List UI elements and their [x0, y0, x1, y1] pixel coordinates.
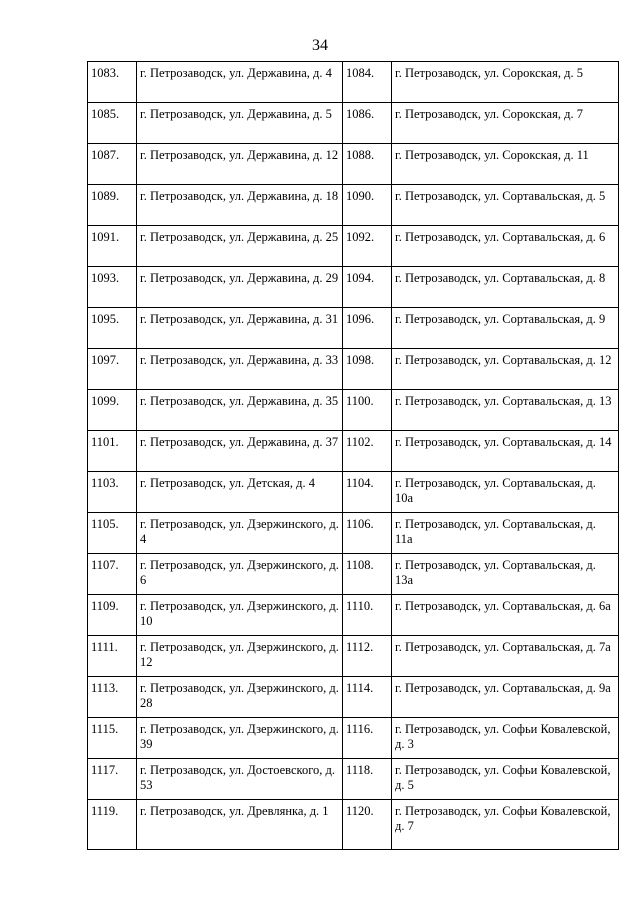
table-row [88, 144, 619, 185]
right-entry-address: г. Петрозаводск, ул. Сортавальская, д. 7а [392, 636, 619, 677]
right-entry-address: г. Петрозаводск, ул. Сортавальская, д. 12 [392, 349, 619, 390]
left-entry-address: г. Петрозаводск, ул. Дзержинского, д. 10 [137, 595, 343, 636]
left-entry-number: 1095. [88, 308, 137, 349]
page-number: 34 [312, 37, 328, 54]
left-entry-address: г. Петрозаводск, ул. Дзержинского, д. 39 [137, 718, 343, 759]
left-entry-address: г. Петрозаводск, ул. Детская, д. 4 [137, 472, 343, 513]
left-entry-address: г. Петрозаводск, ул. Державина, д. 35 [137, 390, 343, 431]
right-entry-address: г. Петрозаводск, ул. Софьи Ковалевской, д. 5 [392, 759, 619, 800]
right-entry-number: 1116. [343, 718, 392, 759]
right-entry-address: г. Петрозаводск, ул. Сортавальская, д. 8 [392, 267, 619, 308]
left-entry-number: 1107. [88, 554, 137, 595]
left-entry-number: 1099. [88, 390, 137, 431]
right-entry-number: 1096. [343, 308, 392, 349]
left-entry-address: г. Петрозаводск, ул. Державина, д. 18 [137, 185, 343, 226]
table-row [88, 226, 619, 267]
right-entry-number: 1114. [343, 677, 392, 718]
left-entry-number: 1119. [88, 800, 137, 850]
right-entry-number: 1088. [343, 144, 392, 185]
right-entry-number: 1110. [343, 595, 392, 636]
right-entry-number: 1112. [343, 636, 392, 677]
right-entry-address: г. Петрозаводск, ул. Сортавальская, д. 9 [392, 308, 619, 349]
right-entry-address: г. Петрозаводск, ул. Сортавальская, д. 6 [392, 226, 619, 267]
table-row [88, 103, 619, 144]
left-entry-number: 1105. [88, 513, 137, 554]
table-row [88, 472, 619, 513]
right-entry-address: г. Петрозаводск, ул. Сортавальская, д. 6а [392, 595, 619, 636]
table-row [88, 800, 619, 850]
left-entry-number: 1083. [88, 62, 137, 103]
left-entry-number: 1111. [88, 636, 137, 677]
right-entry-address: г. Петрозаводск, ул. Софьи Ковалевской, д. 7 [392, 800, 619, 850]
left-entry-address: г. Петрозаводск, ул. Дзержинского, д. 12 [137, 636, 343, 677]
left-entry-number: 1117. [88, 759, 137, 800]
right-entry-address: г. Петрозаводск, ул. Сортавальская, д. 13а [392, 554, 619, 595]
left-entry-address: г. Петрозаводск, ул. Дзержинского, д. 6 [137, 554, 343, 595]
address-table [87, 61, 619, 850]
left-entry-address: г. Петрозаводск, ул. Державина, д. 4 [137, 62, 343, 103]
table-row [88, 554, 619, 595]
left-entry-number: 1113. [88, 677, 137, 718]
right-entry-number: 1120. [343, 800, 392, 850]
left-entry-number: 1091. [88, 226, 137, 267]
left-entry-address: г. Петрозаводск, ул. Державина, д. 31 [137, 308, 343, 349]
right-entry-address: г. Петрозаводск, ул. Сорокская, д. 11 [392, 144, 619, 185]
table-row [88, 677, 619, 718]
table-row [88, 349, 619, 390]
table-row [88, 62, 619, 103]
left-entry-address: г. Петрозаводск, ул. Державина, д. 33 [137, 349, 343, 390]
address-table-body [88, 62, 619, 850]
right-entry-address: г. Петрозаводск, ул. Сорокская, д. 7 [392, 103, 619, 144]
left-entry-address: г. Петрозаводск, ул. Державина, д. 29 [137, 267, 343, 308]
right-entry-number: 1104. [343, 472, 392, 513]
left-entry-address: г. Петрозаводск, ул. Достоевского, д. 53 [137, 759, 343, 800]
right-entry-number: 1092. [343, 226, 392, 267]
left-entry-number: 1087. [88, 144, 137, 185]
table-row [88, 390, 619, 431]
left-entry-number: 1103. [88, 472, 137, 513]
right-entry-address: г. Петрозаводск, ул. Сортавальская, д. 10а [392, 472, 619, 513]
table-row [88, 308, 619, 349]
table-row [88, 185, 619, 226]
right-entry-number: 1094. [343, 267, 392, 308]
right-entry-address: г. Петрозаводск, ул. Сортавальская, д. 9а [392, 677, 619, 718]
table-row [88, 513, 619, 554]
table-row [88, 718, 619, 759]
right-entry-address: г. Петрозаводск, ул. Сортавальская, д. 14 [392, 431, 619, 472]
left-entry-number: 1115. [88, 718, 137, 759]
left-entry-address: г. Петрозаводск, ул. Державина, д. 5 [137, 103, 343, 144]
left-entry-number: 1093. [88, 267, 137, 308]
right-entry-address: г. Петрозаводск, ул. Сорокская, д. 5 [392, 62, 619, 103]
left-entry-address: г. Петрозаводск, ул. Державина, д. 25 [137, 226, 343, 267]
table-row [88, 267, 619, 308]
left-entry-number: 1101. [88, 431, 137, 472]
table-row [88, 636, 619, 677]
left-entry-number: 1109. [88, 595, 137, 636]
table-row [88, 431, 619, 472]
left-entry-number: 1097. [88, 349, 137, 390]
right-entry-number: 1118. [343, 759, 392, 800]
right-entry-number: 1100. [343, 390, 392, 431]
left-entry-address: г. Петрозаводск, ул. Державина, д. 12 [137, 144, 343, 185]
table-row [88, 759, 619, 800]
left-entry-number: 1089. [88, 185, 137, 226]
right-entry-address: г. Петрозаводск, ул. Сортавальская, д. 5 [392, 185, 619, 226]
left-entry-address: г. Петрозаводск, ул. Державина, д. 37 [137, 431, 343, 472]
left-entry-address: г. Петрозаводск, ул. Дзержинского, д. 4 [137, 513, 343, 554]
right-entry-address: г. Петрозаводск, ул. Софьи Ковалевской, д. 3 [392, 718, 619, 759]
left-entry-number: 1085. [88, 103, 137, 144]
right-entry-number: 1090. [343, 185, 392, 226]
left-entry-address: г. Петрозаводск, ул. Дзержинского, д. 28 [137, 677, 343, 718]
left-entry-address: г. Петрозаводск, ул. Древлянка, д. 1 [137, 800, 343, 850]
right-entry-number: 1102. [343, 431, 392, 472]
right-entry-number: 1086. [343, 103, 392, 144]
right-entry-number: 1098. [343, 349, 392, 390]
right-entry-number: 1084. [343, 62, 392, 103]
table-row [88, 595, 619, 636]
right-entry-number: 1106. [343, 513, 392, 554]
right-entry-number: 1108. [343, 554, 392, 595]
right-entry-address: г. Петрозаводск, ул. Сортавальская, д. 11а [392, 513, 619, 554]
right-entry-address: г. Петрозаводск, ул. Сортавальская, д. 13 [392, 390, 619, 431]
